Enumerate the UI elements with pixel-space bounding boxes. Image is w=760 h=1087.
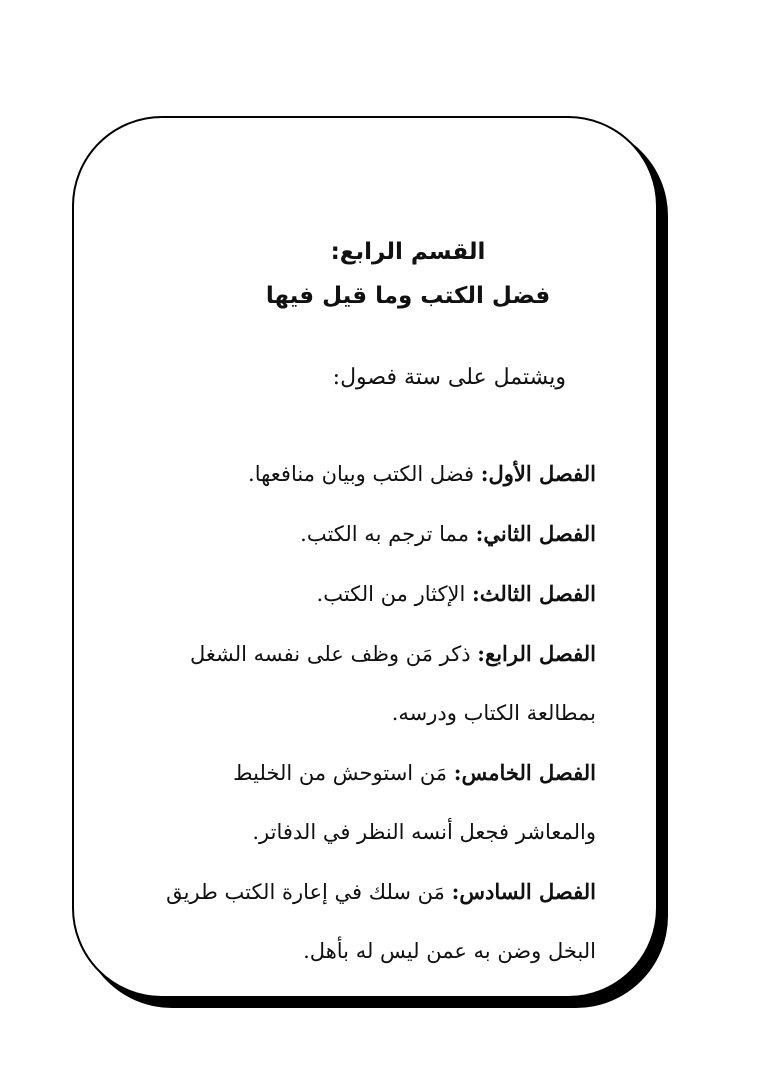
chapter-text: الإكثار من الكتب. xyxy=(316,582,466,606)
section-subtitle: فضل الكتب وما قيل فيها xyxy=(265,283,551,309)
chapter-text: فضل الكتب وبيان منافعها. xyxy=(248,462,475,486)
chapter-text: ذكر مَن وظف على نفسه الشغل بمطالعة الكتاب ودرسه. xyxy=(190,642,596,725)
chapter-label: الفصل الثالث: xyxy=(471,581,596,606)
chapter-item xyxy=(150,862,596,981)
chapter-label: الفصل الخامس: xyxy=(453,760,596,785)
chapter-item xyxy=(150,444,596,504)
chapter-item xyxy=(150,504,596,564)
chapter-text: مَن سلك في إعارة الكتب طريق البخل وضن به عمن ليس له بأهل. xyxy=(166,880,596,963)
chapter-list xyxy=(150,444,596,981)
chapter-label: الفصل السادس: xyxy=(451,879,596,904)
chapter-text: مما ترجم به الكتب. xyxy=(300,522,469,546)
chapter-label: الفصل الأول: xyxy=(480,461,596,486)
chapter-label: الفصل الثاني: xyxy=(475,521,596,546)
page-content xyxy=(150,230,596,981)
intro-text: ويشتمل على ستة فصول: xyxy=(332,365,566,390)
section-title: القسم الرابع: xyxy=(330,239,486,265)
chapter-item xyxy=(150,743,596,862)
chapter-text: مَن استوحش من الخليط والمعاشر فجعل أنسه النظر في الدفاتر. xyxy=(233,761,596,844)
chapter-item xyxy=(150,564,596,624)
chapter-label: الفصل الرابع: xyxy=(477,641,596,666)
chapter-item xyxy=(150,624,596,743)
